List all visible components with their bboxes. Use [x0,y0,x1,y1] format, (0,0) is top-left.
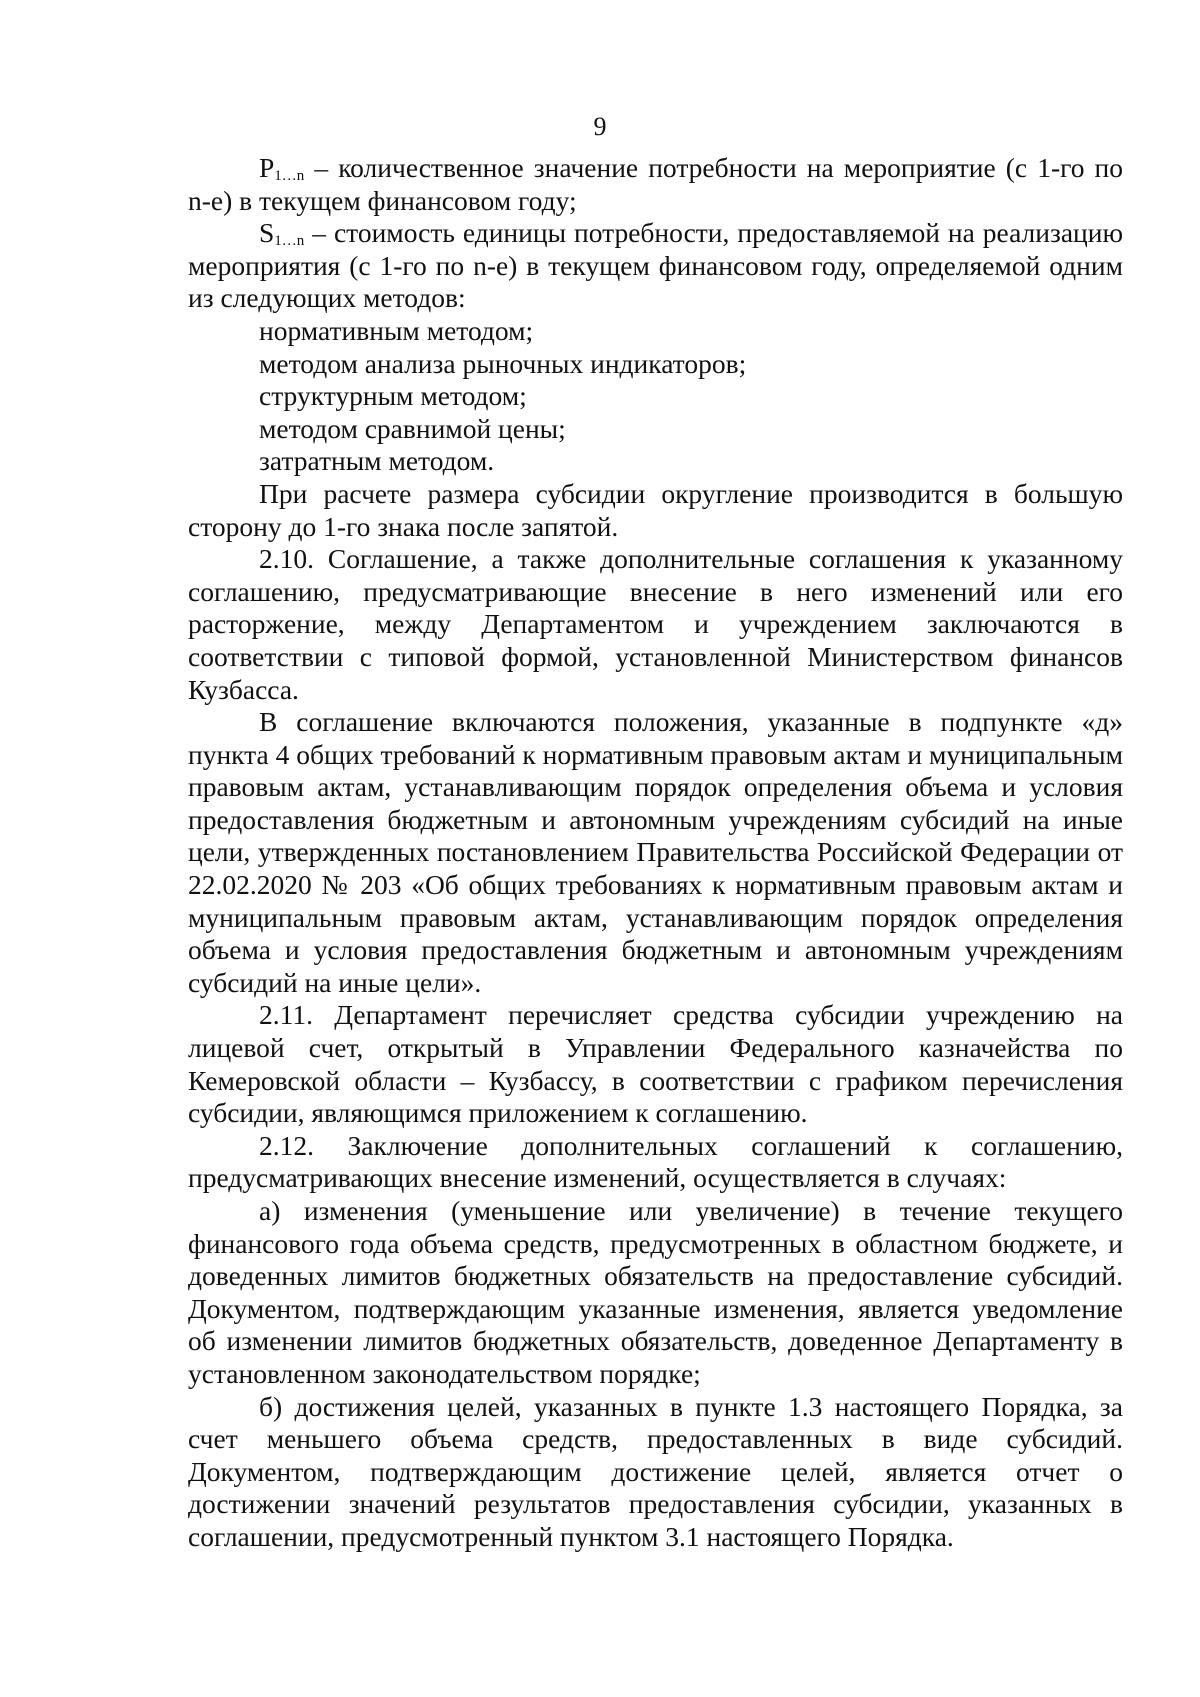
section-2-10-paragraph: 2.10. Соглашение, а также дополнительные соглашения к указанному соглашению, предусматривающие внесение в него изменений или его расторжение, между Департаментом и учреждением заключаются в соответствии с типовой формой, установленной Министерством финансов Кузбасса. [188,543,1123,705]
s-definition-text: – стоимость единицы потребности, предоставляемой на реализацию мероприятия (с 1-го по n-е) в текущем финансовом году, определяемой одним из следующих методов: [188,217,1123,314]
page-number: 9 [593,112,607,141]
method-item: затратным методом. [259,445,495,477]
p-symbol: P [259,152,275,183]
method-item: нормативным методом; [259,314,534,346]
section-2-12-paragraph: 2.12. Заключение дополнительных соглашений к соглашению, предусматривающих внесение изменений, осуществляется в случаях: [188,1129,1123,1194]
s-symbol: S [259,217,275,249]
p-subscript: 1…n [274,168,305,184]
section-2-11-paragraph: 2.11. Департамент перечисляет средства субсидии учреждению на лицевой счет, открытый в Управлении Федерального казначейства по Кемеровской области – Кузбассу, в соответствии с графиком перечисления субсидии, являющимся приложением к соглашению. [188,999,1123,1129]
agreement-provisions-paragraph: В соглашение включаются положения, указанные в подпункте «д» пункта 4 общих требований к нормативным правовым актам и муниципальным правовым актам, устанавливающим порядок определения объема и условия предоставления бюджетным и автономным учреждениям субсидий на иные цели, утвержденных постановлением Правительства Российской Федерации от 22.02.2020 № 203 «Об общих требованиях к нормативным правовым актам и муниципальным правовым актам, устанавливающим порядок определения объема и условия предоставления бюджетным и автономным учреждениям субсидий на иные цели». [188,706,1123,998]
method-item: методом сравнимой цены; [259,412,566,444]
method-item: методом анализа рыночных индикаторов; [259,347,747,379]
case-b-paragraph: б) достижения целей, указанных в пункте 1.3 настоящего Порядка, за счет меньшего объема средств, предоставленных в виде субсидий. Документом, подтверждающим достижение целей, является отчет о достижении значений результатов предоставления субсидии, указанных в соглашении, предусмотренный пунктом 3.1 настоящего Порядка. [188,1390,1123,1552]
p-variable-definition [188,152,1123,217]
rounding-paragraph: При расчете размера субсидии округление производится в большую сторону до 1-го знака после запятой. [188,477,1123,542]
s-subscript: 1…n [274,233,305,250]
p-definition-text: – количественное значение потребности на мероприятие (с 1-го по n-е) в текущем финансовом году; [188,152,1123,216]
document-body [188,152,1123,1554]
s-variable-definition [188,217,1123,315]
method-item: структурным методом; [259,380,527,412]
case-a-paragraph: а) изменения (уменьшение или увеличение) в течение текущего финансового года объема средств, предусмотренных в областном бюджете, и доведенных лимитов бюджетных обязательств на предоставление субсидий. Документом, подтверждающим указанные изменения, является уведомление об изменении лимитов бюджетных обязательств, доведенное Департаменту в установленном законодательством порядке; [188,1195,1123,1389]
